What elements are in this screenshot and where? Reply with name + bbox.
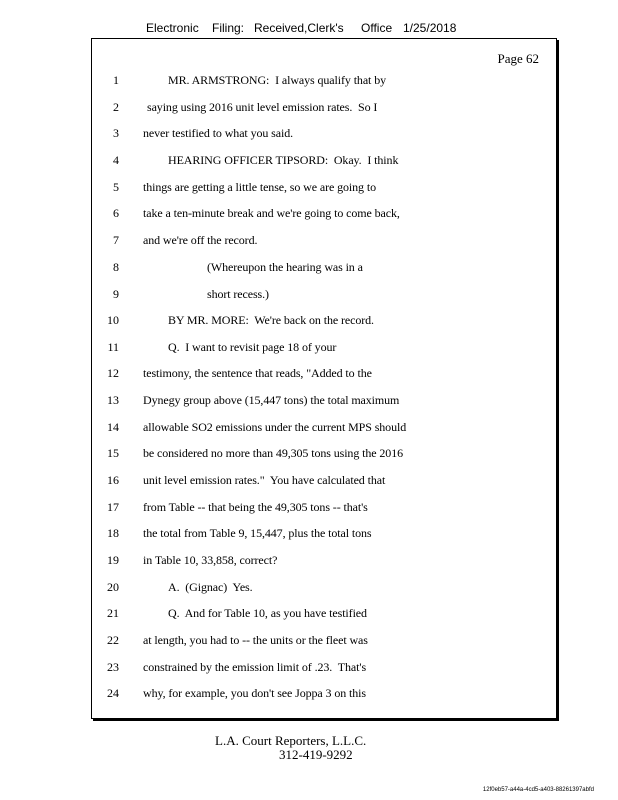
line-number: 13: [107, 393, 119, 407]
transcript-line: A. (Gignac) Yes.: [168, 580, 253, 594]
transcript-line: testimony, the sentence that reads, "Added to the: [143, 366, 372, 380]
line-number: 7: [113, 233, 119, 247]
line-number: 9: [113, 287, 119, 301]
transcript-page: [91, 38, 557, 719]
transcript-line: why, for example, you don't see Joppa 3 on this: [143, 686, 366, 700]
transcript-line: take a ten-minute break and we're going to come back,: [143, 206, 400, 220]
transcript-line: Dynegy group above (15,447 tons) the total maximum: [143, 393, 400, 407]
transcript-line: and we're off the record.: [143, 233, 258, 247]
stamp-word-filing: Filing:: [212, 21, 245, 35]
court-reporter-name: L.A. Court Reporters, L.L.C.: [215, 733, 367, 748]
transcript-line: the total from Table 9, 15,447, plus the total tons: [143, 526, 372, 540]
line-number: 19: [107, 553, 119, 567]
transcript-line: MR. ARMSTRONG: I always qualify that by: [168, 73, 386, 87]
court-reporter-phone: 312-419-9292: [279, 747, 353, 762]
line-number: 3: [113, 126, 119, 140]
transcript-line: never testified to what you said.: [143, 126, 293, 140]
stamp-date: 1/25/2018: [403, 21, 457, 35]
transcript-line: short recess.): [207, 287, 269, 301]
transcript-line: from Table -- that being the 49,305 tons -- that's: [143, 500, 368, 514]
transcript-line: in Table 10, 33,858, correct?: [143, 553, 278, 567]
line-number: 11: [107, 340, 119, 354]
transcript-line: HEARING OFFICER TIPSORD: Okay. I think: [168, 153, 399, 167]
line-number: 12: [107, 366, 119, 380]
line-number: 20: [107, 580, 119, 594]
electronic-filing-stamp: [0, 20, 618, 36]
line-number: 18: [107, 526, 119, 540]
transcript-line: allowable SO2 emissions under the current MPS should: [143, 420, 407, 434]
line-number: 14: [107, 420, 119, 434]
line-number: 5: [113, 180, 119, 194]
line-number: 4: [113, 153, 119, 167]
line-number: 1: [113, 73, 119, 87]
document-id: 12f0eb57-a44a-4cd5-a403-88261397abfd: [482, 787, 594, 793]
transcript-line: be considered no more than 49,305 tons using the 2016: [143, 446, 403, 460]
transcript-line: Q. I want to revisit page 18 of your: [168, 340, 337, 354]
line-number: 24: [107, 686, 119, 700]
line-number: 17: [107, 500, 119, 514]
line-number: 23: [107, 660, 119, 674]
transcript-line: Q. And for Table 10, as you have testified: [168, 606, 367, 620]
line-number: 2: [113, 100, 119, 114]
stamp-word-electronic: Electronic: [146, 21, 199, 35]
transcript-line: unit level emission rates." You have calculated that: [143, 473, 386, 487]
transcript-line: at length, you had to -- the units or the fleet was: [143, 633, 368, 647]
transcript-line: things are getting a little tense, so we are going to: [143, 180, 376, 194]
line-number: 8: [113, 260, 119, 274]
transcript-line: constrained by the emission limit of .23. That's: [143, 660, 367, 674]
stamp-word-office: Office: [361, 21, 393, 35]
line-number: 16: [107, 473, 119, 487]
line-number: 15: [107, 446, 119, 460]
transcript-line: (Whereupon the hearing was in a: [207, 260, 363, 274]
page-number: Page 62: [497, 51, 539, 66]
transcript-line: saying using 2016 unit level emission rates. So I: [147, 100, 378, 114]
stamp-word-received: Received,Clerk's: [254, 21, 344, 35]
transcript-line: BY MR. MORE: We're back on the record.: [168, 313, 374, 327]
line-number: 10: [107, 313, 119, 327]
line-number: 22: [107, 633, 119, 647]
line-number: 6: [113, 206, 119, 220]
line-number: 21: [107, 606, 119, 620]
